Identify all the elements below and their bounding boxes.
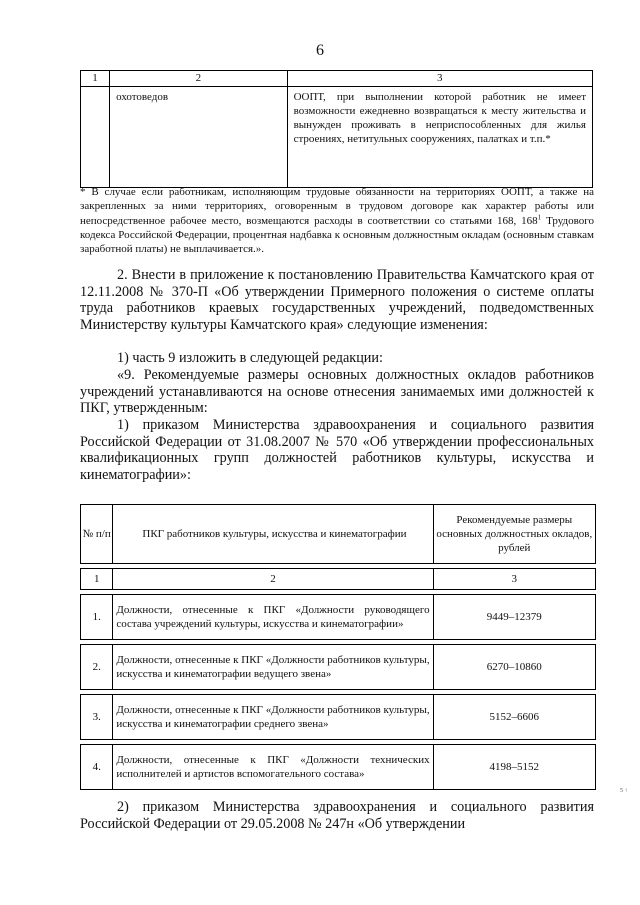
footnote-text-end: Трудового кодекса Российской Федерации, процентная надбавка к основным должностным окладам (основным ставкам заработной платы) не выплачивается.». [80,214,594,256]
margin-mark: 5 ↑ [620,788,628,794]
paragraph-section-9: «9. Рекомендуемые размеры основных должностных окладов работников учреждений устанавливаются на основе отнесения занимаемых ими должностей к ПКГ, утвержденным: [80,367,594,417]
row-salary: 4198–5152 [433,745,595,790]
header-cell: 3 [287,71,592,87]
pkg-salary-table [80,504,596,790]
row-salary: 9449–12379 [433,595,595,640]
table-cell: ООПТ, при выполнении которой работник не имеет возможности ежедневно возвращаться к месту жительства и вынужден проживать в неприспособленных для жилья строениях, нетитульных сооружениях, палатках и т.п.* [287,87,592,188]
row-num: 2. [81,645,113,690]
paragraph-order-570: 1) приказом Министерства здравоохранения и социального развития Российской Федерации от 31.08.2007 № 570 «Об утверждении профессиональных квалификационных групп должностей работников культуры, искусства и кинематографии»: [80,417,594,483]
column-number: 2 [113,569,433,590]
row-salary: 6270–10860 [433,645,595,690]
header-num: № п/п [81,505,113,564]
footnote-superscript: 1 [537,212,542,221]
footnote-text: * В случае если работникам, исполняющим трудовые обязанности на территориях ООПТ, а также на закрепленных за ними территориях, оговоренным в трудовом договоре как характер работы или непосредственное рабочее место, возмещаются расходы в соответствии со статьями 168, 168 [80,186,594,227]
header-cell: 1 [81,71,110,87]
paragraph-order-247n: 2) приказом Министерства здравоохранения и социального развития Российской Федерации от 29.05.2008 № 247н «Об утверждении [80,799,594,832]
paragraph-amendment: 2. Внести в приложение к постановлению Правительства Камчатского края от 12.11.2008 № 370-П «Об утверждении Примерного положения о системе оплаты труда работников краевых государственных учреждений, подведомственных Министерству культуры Камчатского края» следующие изменения: [80,267,594,333]
page-number: 6 [316,42,324,59]
header-salary: Рекомендуемые размеры основных должностных окладов, рублей [433,505,595,564]
table-cell [81,87,110,188]
row-desc: Должности, отнесенные к ПКГ «Должности технических исполнителей и артистов вспомогательного состава» [113,745,433,790]
header-pkg: ПКГ работников культуры, искусства и кинематографии [113,505,433,564]
row-desc: Должности, отнесенные к ПКГ «Должности работников культуры, искусства и кинематографии ведущего звена» [113,645,433,690]
continuation-table [80,70,593,188]
column-number: 3 [433,569,595,590]
row-num: 4. [81,745,113,790]
paragraph-item-1: 1) часть 9 изложить в следующей редакции: [117,350,383,366]
header-cell: 2 [110,71,288,87]
row-desc: Должности, отнесенные к ПКГ «Должности руководящего состава учреждений культуры, искусства и кинематографии» [113,595,433,640]
row-num: 3. [81,695,113,740]
table-cell: охотоведов [110,87,288,188]
row-desc: Должности, отнесенные к ПКГ «Должности работников культуры, искусства и кинематографии среднего звена» [113,695,433,740]
row-num: 1. [81,595,113,640]
footnote [80,185,594,256]
row-salary: 5152–6606 [433,695,595,740]
column-number: 1 [81,569,113,590]
